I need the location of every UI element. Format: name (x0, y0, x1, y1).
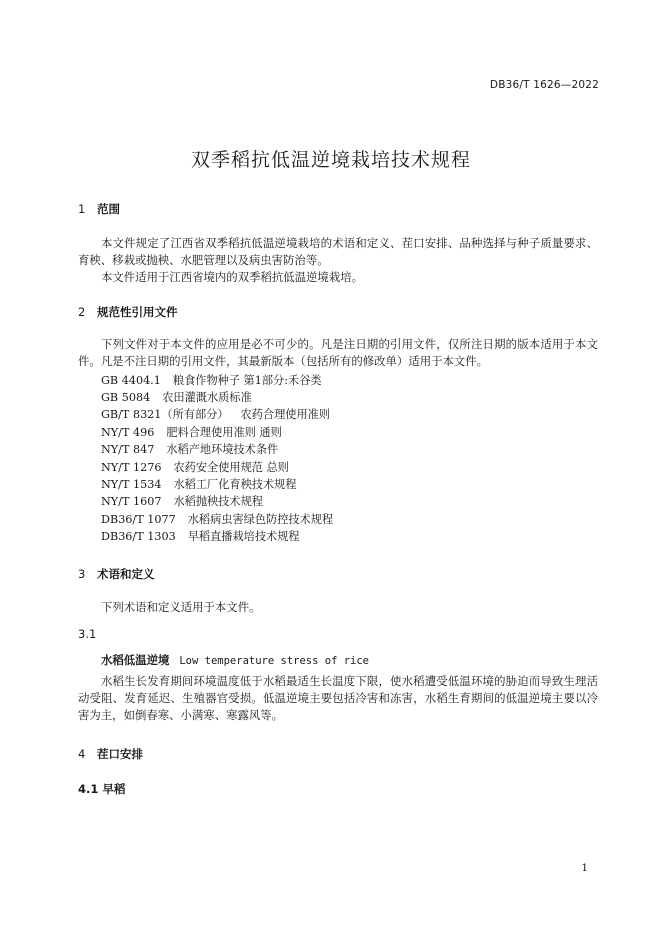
reference-name: 水稻产地环境技术条件 (166, 443, 279, 456)
reference-code: GB 4404.1 (101, 374, 161, 387)
reference-code: DB36/T 1077 (101, 513, 176, 526)
reference-name: 粮食作物种子 第1部分:禾谷类 (172, 374, 322, 387)
subsection-title: 早稻 (102, 782, 126, 796)
reference-item (101, 441, 278, 457)
section-number: 2 (78, 305, 86, 319)
section-title: 范围 (97, 202, 120, 216)
reference-code: NY/T 1276 (101, 461, 162, 474)
reference-item (101, 459, 289, 475)
term-english: Low temperature stress of rice (179, 655, 370, 667)
section-heading-normative-references (78, 304, 178, 320)
term-definition: 水稻生长发育期间环境温度低于水稻最适生长温度下限，使水稻遭受低温环境的胁迫而导致生理活动受阻、发育延迟、生殖器官受损。低温逆境主要包括冷害和冻害，水稻生育期间的低温逆境主要以冷害为主，如倒春寒、小满寒、寒露风等。 (78, 674, 598, 722)
reference-name: 农田灌溉水质标准 (162, 391, 252, 404)
section-title: 术语和定义 (97, 567, 155, 581)
document-code: DB36/T 1626—2022 (489, 79, 599, 91)
reference-item (101, 511, 333, 527)
reference-code: GB/T 8321（所有部分） (101, 408, 229, 421)
subsection-heading-early-rice (78, 781, 125, 797)
reference-item (101, 528, 300, 544)
reference-code: GB 5084 (101, 391, 151, 404)
reference-code: NY/T 1534 (101, 478, 162, 491)
reference-code: NY/T 1607 (101, 495, 162, 508)
section-number: 1 (78, 202, 86, 216)
reference-code: DB36/T 1303 (101, 530, 176, 543)
reference-item (101, 476, 297, 492)
section-heading-scope (78, 201, 120, 217)
subsection-number: 4.1 (78, 782, 99, 796)
reference-name: 水稻抛秧技术规程 (173, 495, 263, 508)
subsection-number: 3.1 (78, 627, 97, 641)
reference-name: 农药合理使用准则 (240, 408, 331, 421)
section-heading-terms (78, 566, 155, 582)
reference-item (101, 372, 322, 388)
terms-intro: 下列术语和定义适用于本文件。 (101, 600, 261, 614)
reference-name: 早稻直播栽培技术规程 (187, 530, 300, 543)
reference-item (101, 424, 282, 440)
reference-code: NY/T 847 (101, 443, 155, 456)
reference-name: 水稻工厂化育秧技术规程 (173, 478, 297, 491)
term-chinese: 水稻低温逆境 (101, 653, 170, 667)
references-intro: 下列文件对于本文件的应用是必不可少的。凡是注日期的引用文件，仅所注日期的版本适用于本文件。凡是不注日期的引用文件，其最新版本（包括所有的修改单）适用于本文件。 (78, 337, 598, 368)
reference-name: 肥料合理使用准则 通则 (166, 426, 282, 439)
reference-name: 农药安全使用规范 总则 (173, 461, 289, 474)
section-title: 茬口安排 (97, 747, 143, 761)
scope-paragraph-1: 本文件规定了江西省双季稻抗低温逆境栽培的术语和定义、茬口安排、品种选择与种子质量要求、育秧、移栽或抛秧、水肥管理以及病虫害防治等。 (78, 236, 598, 267)
reference-item (101, 406, 330, 422)
section-number: 4 (78, 747, 86, 761)
page-number: 1 (581, 862, 588, 874)
section-heading-crop-arrangement (78, 746, 143, 762)
section-title: 规范性引用文件 (97, 305, 178, 319)
reference-item (101, 493, 263, 509)
reference-item (101, 389, 252, 405)
reference-code: NY/T 496 (101, 426, 155, 439)
scope-paragraph-2: 本文件适用于江西省境内的双季稻抗低温逆境栽培。 (101, 270, 363, 284)
section-number: 3 (78, 567, 86, 581)
term-entry (101, 652, 369, 668)
document-title: 双季稻抗低温逆境栽培技术规程 (190, 149, 471, 171)
reference-name: 水稻病虫害绿色防控技术规程 (187, 513, 334, 526)
